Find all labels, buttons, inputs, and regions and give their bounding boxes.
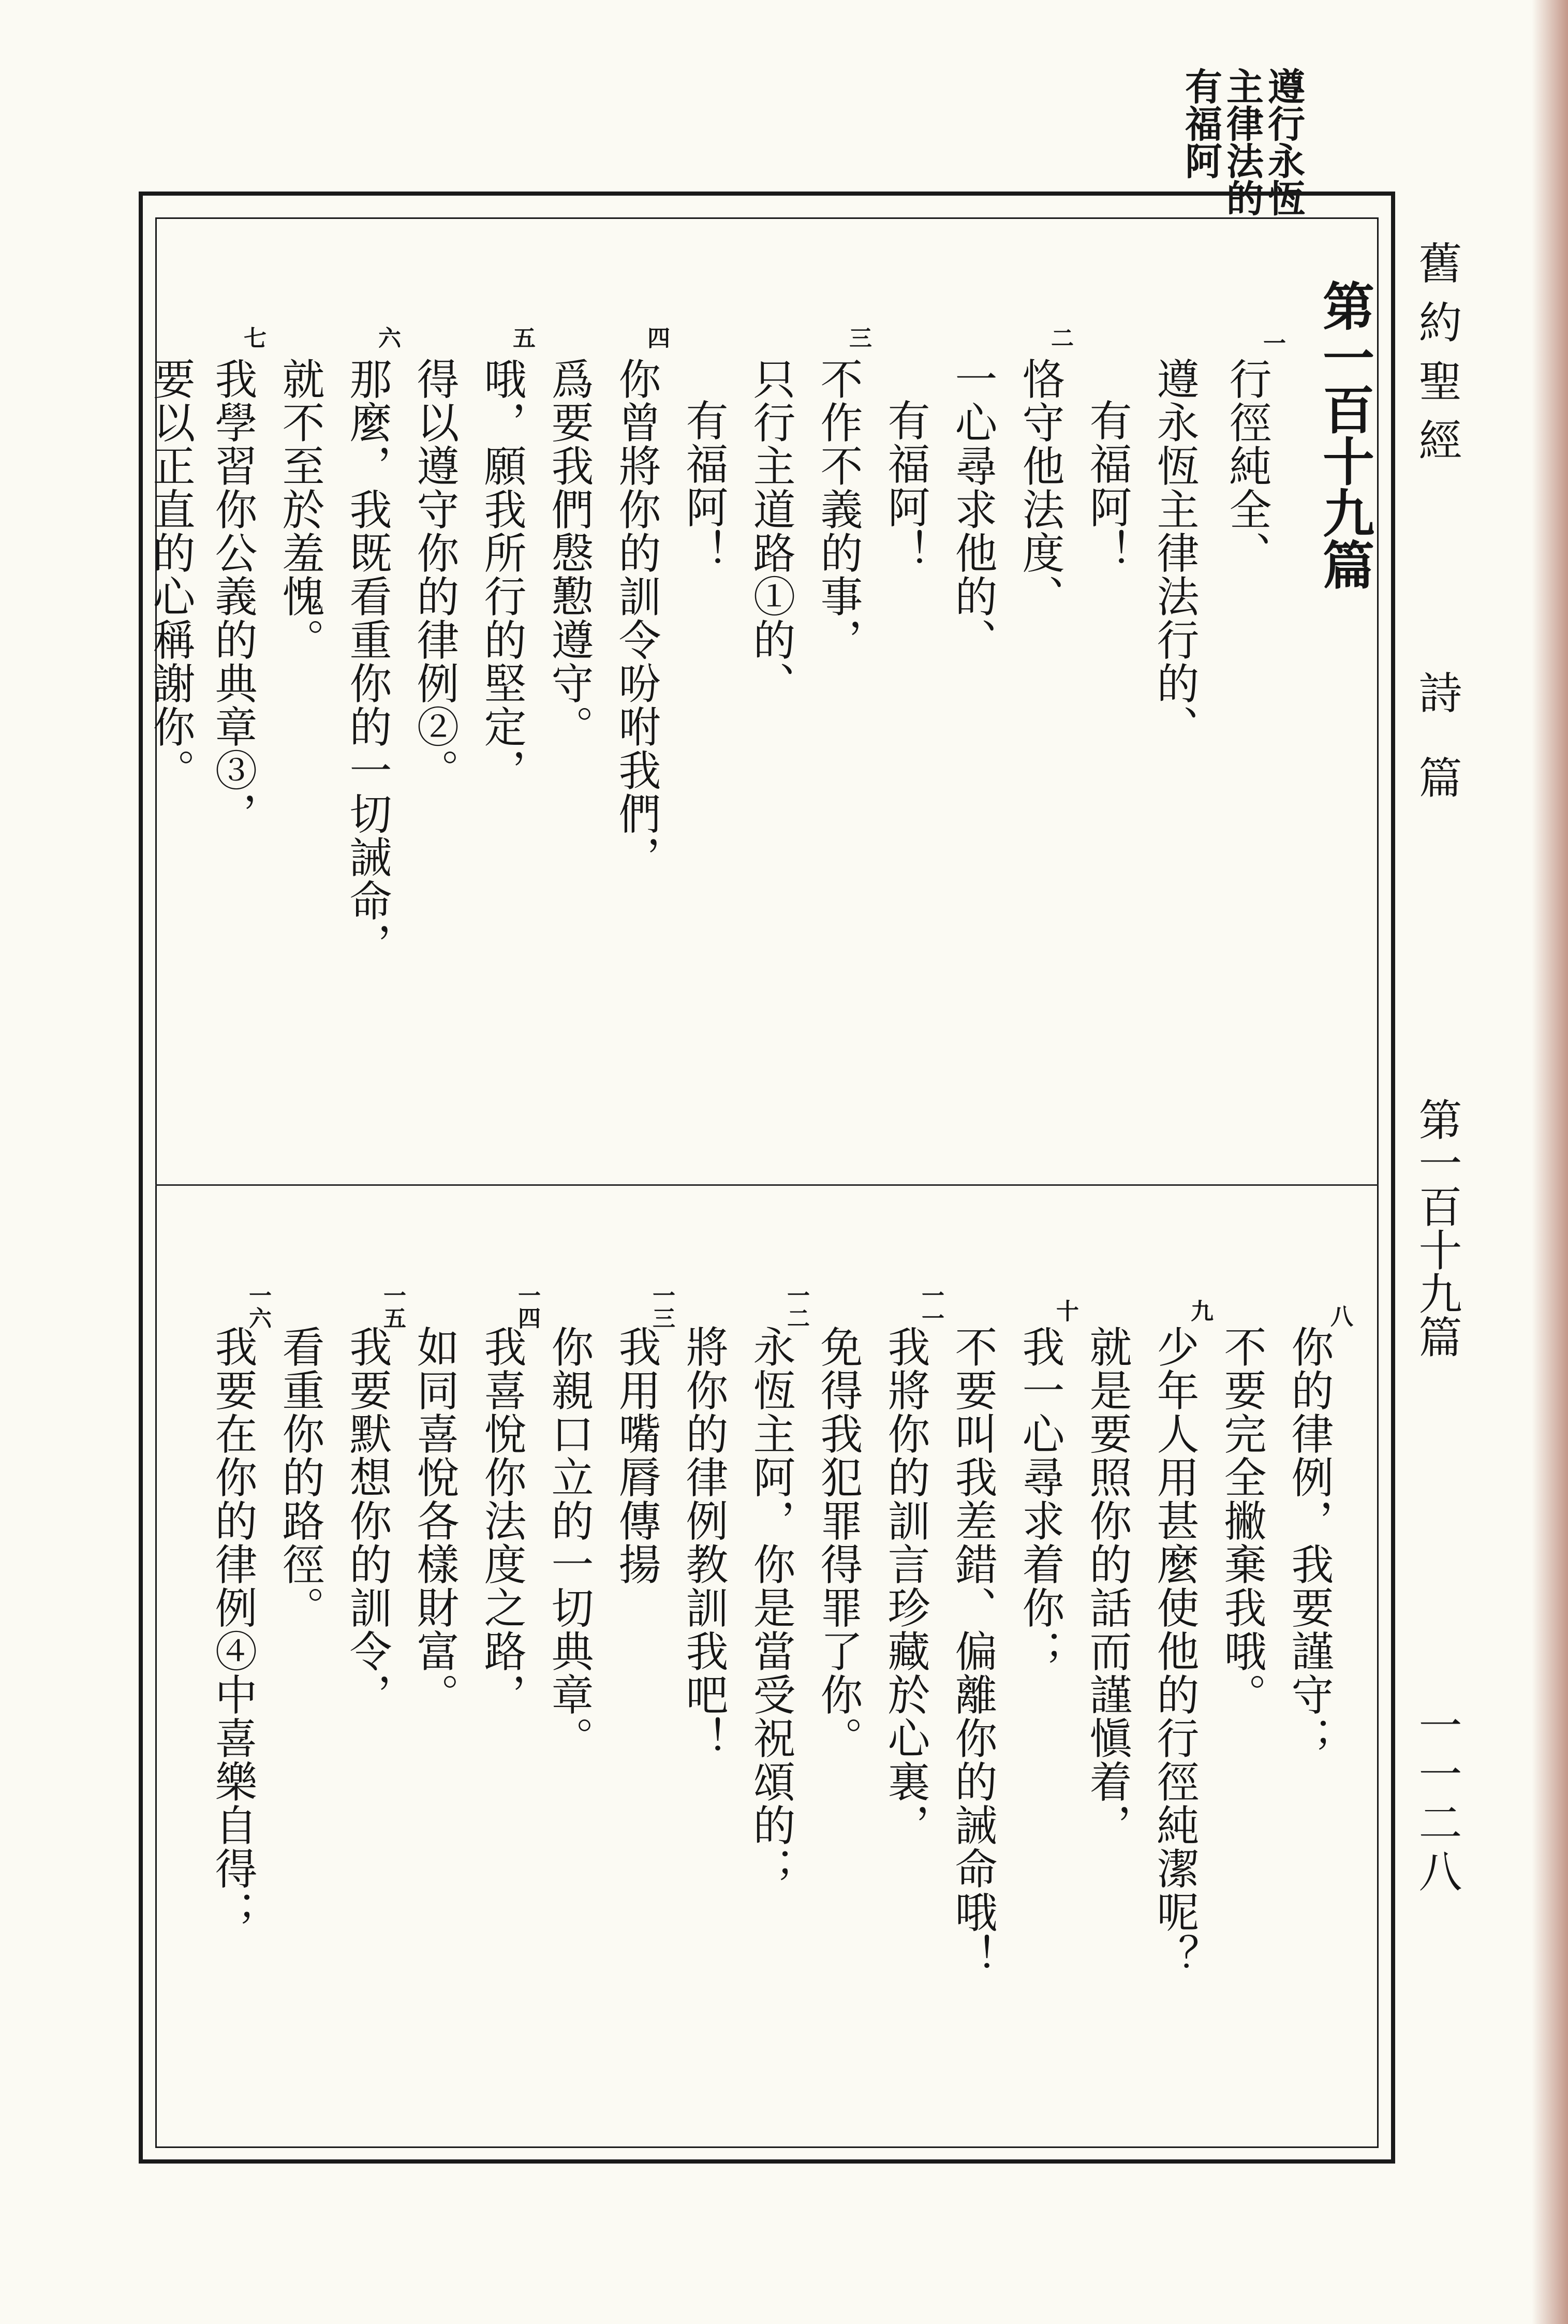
verse-line: 免得我犯罪得罪了你。 [813, 1325, 863, 1760]
verse-line: 如同喜悅各樣財富。 [410, 1325, 459, 1716]
verse-number: 一三 [648, 1284, 675, 1329]
verse-number: 十 [1052, 1299, 1078, 1322]
verse-line: 那麼，我既看重你的一切誡命， [343, 357, 392, 966]
verse-line: 哦，願我所行的堅定， [477, 357, 526, 792]
verse-line: 我用嘴脣傳揚 [612, 1325, 661, 1586]
verse-number: 七 [240, 326, 266, 349]
running-header-chapter: 第一百十九篇 [1412, 1097, 1462, 1358]
verse-number: 一一 [918, 1284, 944, 1329]
verse-block-bottom [166, 1284, 1371, 2122]
verse-line: 看重你的路徑。 [275, 1325, 324, 1629]
verse-block-top [146, 321, 1309, 1170]
verse-line: 爲要我們慇懃遵守。 [544, 357, 594, 748]
verse-line: 我將你的訓言珍藏於心裏， [881, 1325, 930, 1847]
verse-line: 你曾將你的訓令吩咐我們， [612, 357, 661, 879]
verse-number: 一二 [783, 1284, 809, 1329]
verse-line: 我一心尋求着你； [1015, 1325, 1064, 1673]
verse-line: 你親口立的一切典章。 [544, 1325, 594, 1760]
verse-line: 有福阿！ [1083, 399, 1132, 572]
verse-line: 恪守他法度、 [1015, 357, 1064, 618]
verse-line: 要以正直的心稱謝你。 [146, 357, 195, 792]
verse-number: 二 [1047, 326, 1073, 349]
verse-line: 永恆主阿，你是當受祝頌的； [746, 1325, 795, 1890]
verse-number: 五 [509, 326, 535, 349]
verse-line: 就是要照你的話而謹愼着， [1083, 1325, 1132, 1847]
page-edge-shadow [1532, 0, 1568, 2324]
running-header-book: 舊約聖經 [1412, 241, 1462, 477]
section-divider [155, 1184, 1379, 1186]
verse-line: 有福阿！ [881, 399, 930, 572]
verse-line: 不作不義的事， [813, 357, 863, 661]
verse-line: 只行主道路①的、 [746, 357, 795, 705]
verse-number: 一六 [245, 1284, 271, 1329]
verse-line: 一心尋求他的、 [948, 357, 997, 661]
page-number: 一一二八 [1412, 1703, 1462, 1898]
verse-number: 三 [845, 326, 871, 349]
verse-line: 遵永恆主律法行的、 [1150, 357, 1199, 748]
verse-line: 將你的律例教訓我吧！ [679, 1325, 728, 1760]
psalm-title: 第一百十九篇 [1314, 280, 1375, 590]
verse-line: 行徑純全、 [1222, 357, 1271, 575]
verse-line: 我要在你的律例④中喜樂自得； [208, 1325, 257, 1934]
marginal-heading: 遵行永恆 主律法的 有福阿 [1179, 67, 1306, 216]
verse-line: 有福阿！ [679, 399, 728, 572]
verse-line: 我學習你公義的典章③， [208, 357, 257, 835]
verse-number: 八 [1326, 1304, 1353, 1327]
verse-number: 一五 [379, 1284, 406, 1329]
verse-line: 就不至於羞愧。 [275, 357, 324, 661]
verse-number: 九 [1187, 1299, 1213, 1322]
verse-line: 少年人用甚麼使他的行徑純潔呢？ [1150, 1325, 1199, 1977]
verse-line: 不要叫我差錯、偏離你的誡命哦！ [948, 1325, 997, 1977]
verse-number: 四 [643, 326, 670, 349]
verse-number: 一 [1259, 331, 1285, 354]
verse-line: 得以遵守你的律例②。 [410, 357, 459, 792]
verse-line: 你的律例，我要謹守； [1284, 1325, 1334, 1760]
verse-number: 六 [374, 326, 401, 349]
verse-number: 一四 [514, 1284, 540, 1329]
verse-line: 不要完全撇棄我哦。 [1217, 1325, 1266, 1716]
running-header-section: 詩篇 [1412, 670, 1462, 840]
verse-line: 我要默想你的訓令， [343, 1325, 392, 1716]
verse-line: 我喜悅你法度之路， [477, 1325, 526, 1716]
